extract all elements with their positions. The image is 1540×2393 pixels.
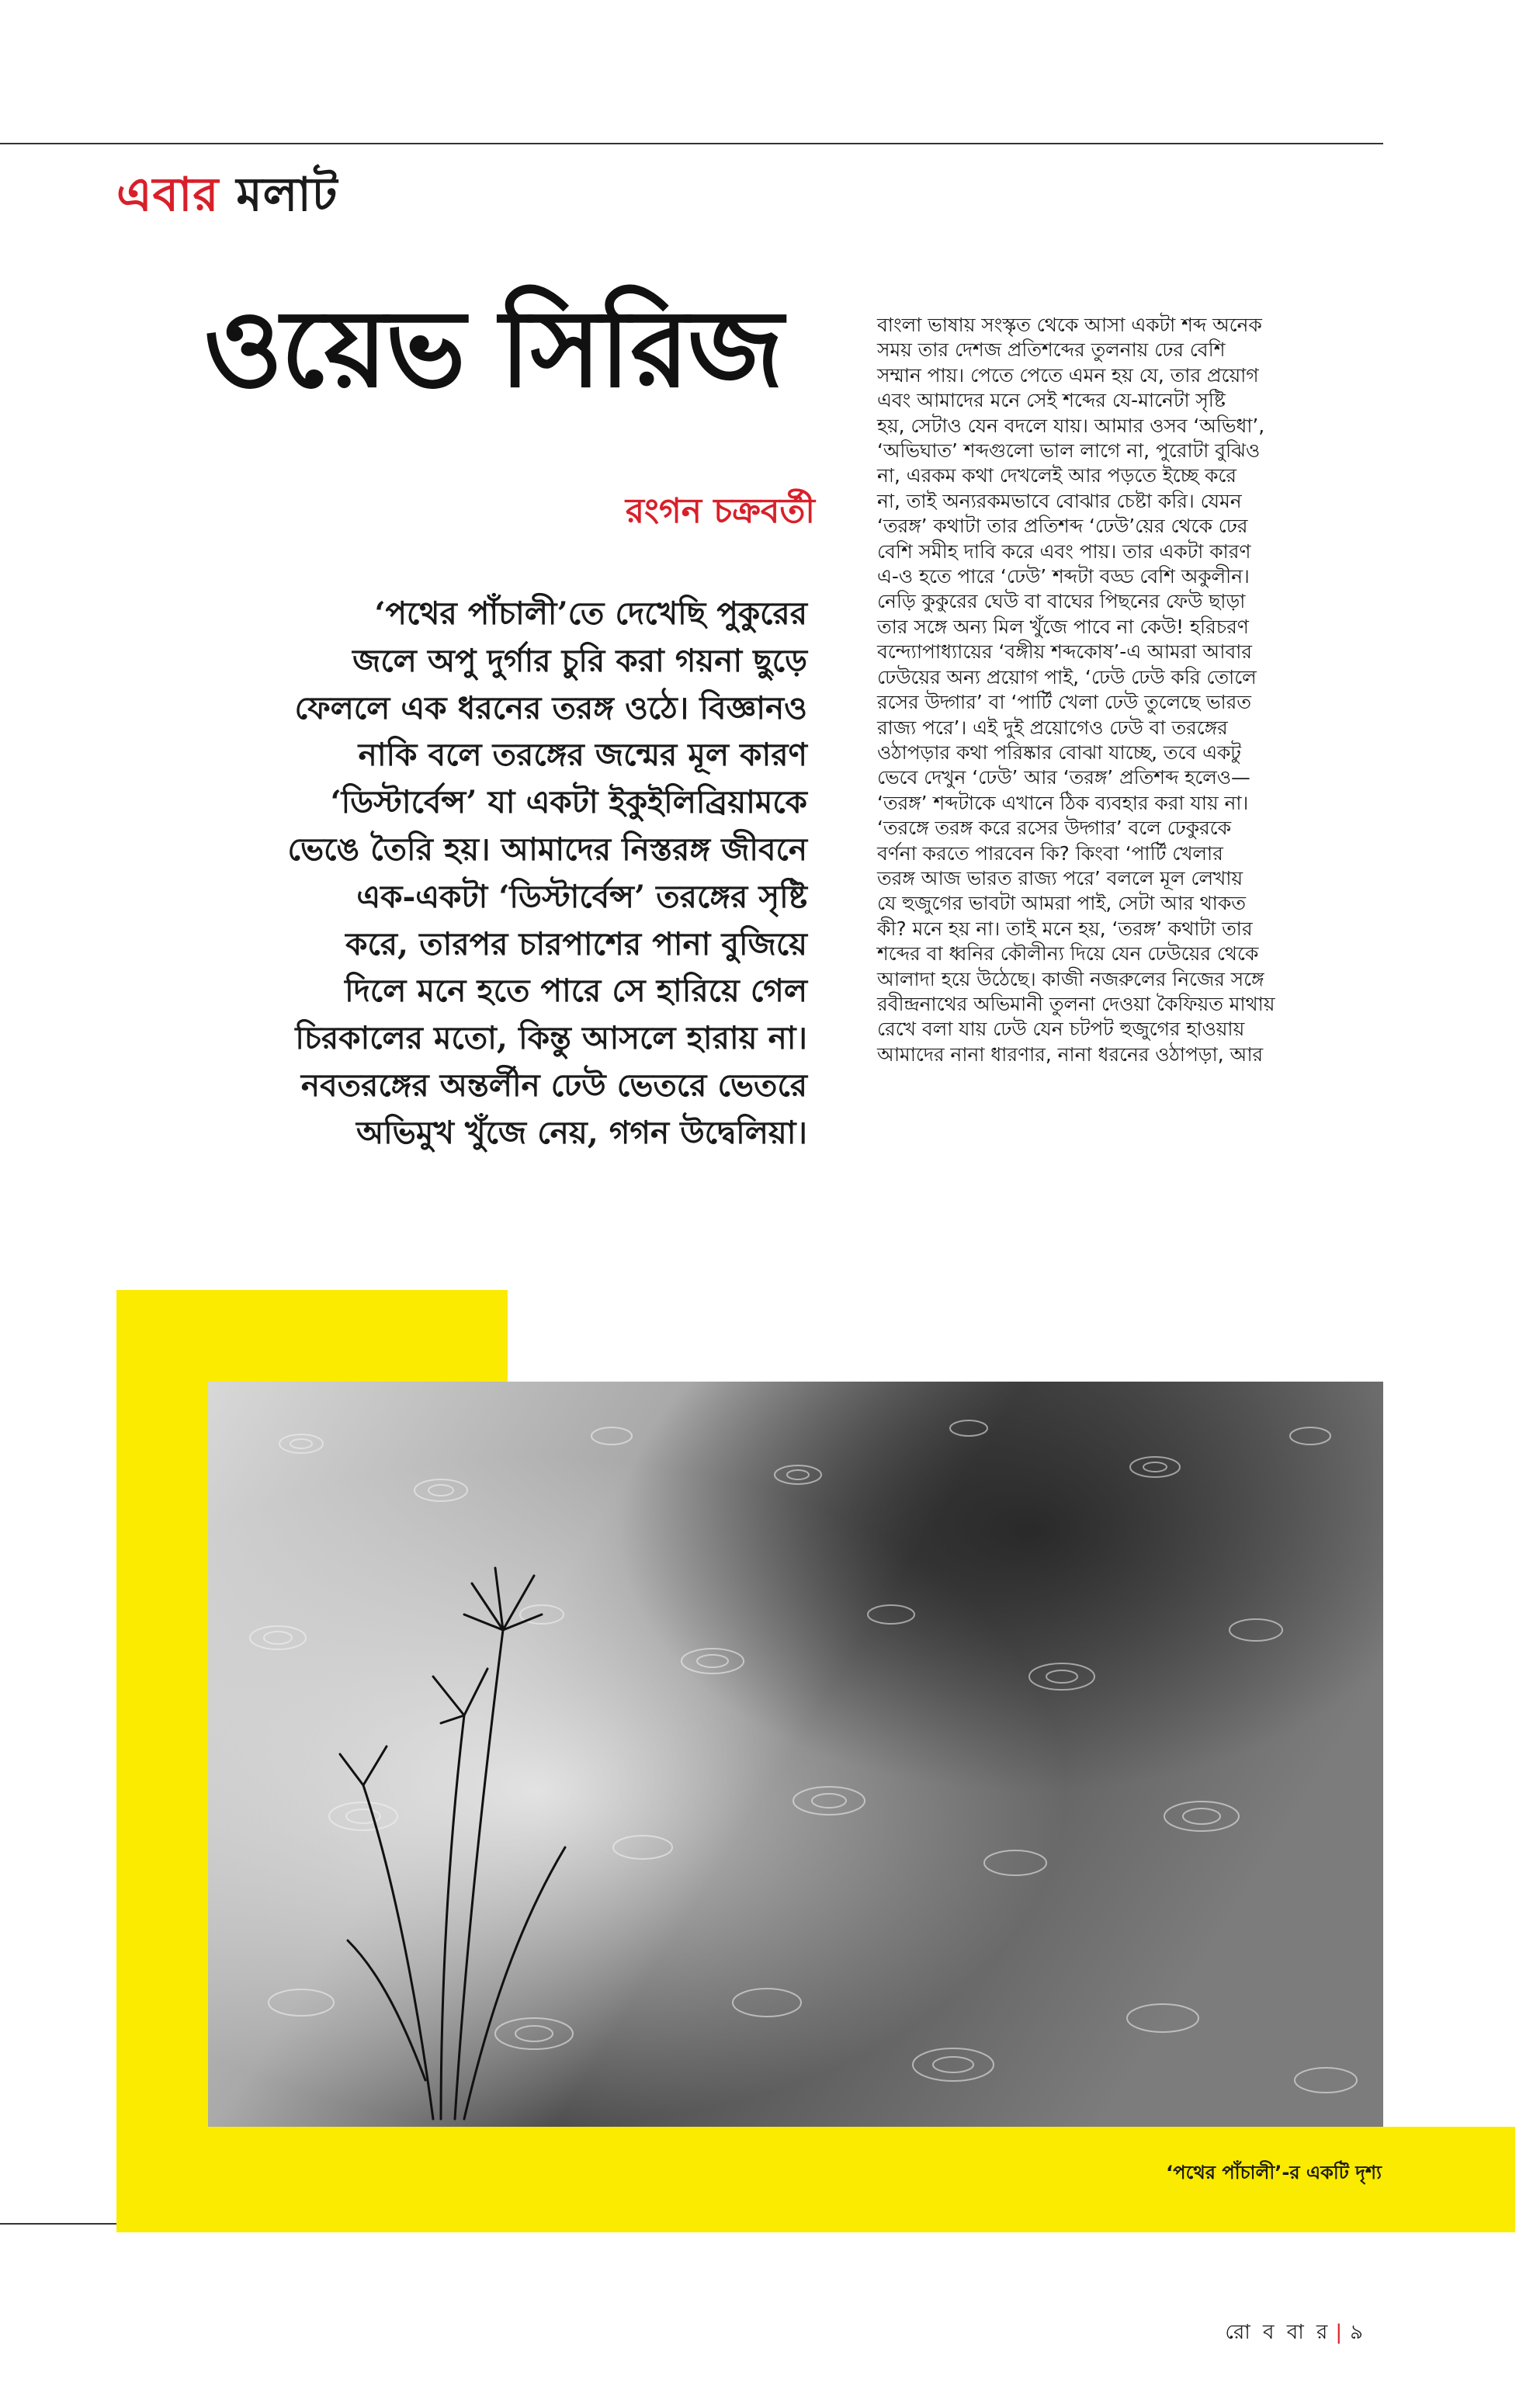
photo-caption: ‘পথের পাঁচালী’-র একটি দৃশ্য [1166,2162,1382,2183]
section-title: মলাট [236,168,338,222]
page-folio [1225,2316,1366,2350]
article-title: ওয়েভ সিরিজ [203,285,782,411]
rain-pond-photo [208,1382,1383,2127]
body-line: ওঠাপড়ার কথা পরিষ্কার বোঝা যাচ্ছে, তবে একটু [877,740,1241,764]
section-prefix: এবার [116,168,220,222]
top-rule [0,143,1383,144]
intro-line: ফেললে এক ধরনের তরঙ্গ ওঠে। বিজ্ঞানও [294,688,807,727]
magazine-name: রো ব বা র [1225,2321,1331,2344]
body-line: সম্মান পায়। পেতে পেতে এমন হয় যে, তার প্রয়োগ [877,363,1259,387]
body-line: ঢেউয়ের অন্য প্রয়োগ পাই, ‘ঢেউ ঢেউ করি তোলে [877,665,1257,688]
body-line: রবীন্দ্রনাথের অভিমানী তুলনা দেওয়া কৈফিয়ত মাথায় [877,992,1275,1015]
body-line: আমাদের নানা ধারণার, নানা ধরনের ওঠাপড়া, আর [877,1042,1264,1066]
body-line: নেড়ি কুকুরের ঘেউ বা বাঘের পিছনের ফেউ ছাড়া [877,590,1246,613]
body-line: যে হুজুগের ভাবটা আমরা পাই, সেটা আর থাকত [877,892,1246,915]
body-line: বাংলা ভাষায় সংস্কৃত থেকে আসা একটা শব্দ অনেক [877,314,1262,336]
body-line: না, তাই অন্যরকমভাবে বোঝার চেষ্টা করি। যেমন [877,489,1242,512]
body-line: বর্ণনা করতে পারবেন কি? কিংবা ‘পার্টি খেলার [877,841,1223,865]
intro-line: অভিমুখ খুঁজে নেয়, গগন উদ্বেলিয়া। [356,1113,807,1151]
intro-line: ‘পথের পাঁচালী’তে দেখেছি পুকুরের [374,595,807,632]
bottom-rule [0,2223,116,2225]
intro-line: চিরকালের মতো, কিন্তু আসলে হারায় না। [295,1019,807,1057]
body-line: তরঙ্গ আজ ভারত রাজ্য পরে’ বললে মূল লেখায় [877,866,1243,890]
body-line: এবং আমাদের মনে সেই শব্দের যে-মানেটা সৃষ্টি [877,389,1226,412]
body-line: ‘তরঙ্গে তরঙ্গ করে রসের উদ্গার’ বলে ঢেকুরকে [877,817,1231,840]
photo-illustration [208,1382,1383,2127]
body-line: বন্দ্যোপাধ্যায়ের ‘বঙ্গীয় শব্দকোষ’-এ আমরা আবার [877,640,1252,664]
intro-line: করে, তারপর চারপাশের পানা বুজিয়ে [345,924,807,962]
folio-separator: | [1335,2321,1346,2344]
intro-line: নাকি বলে তরঙ্গের জন্মের মূল কারণ [358,736,807,774]
body-line: তার সঙ্গে অন্য মিল খুঁজে পাবে না কেউ! হরিচরণ [877,615,1249,638]
body-line: রসের উদ্গার’ বা ‘পার্টি খেলা ঢেউ তুলেছে ভারত [877,691,1251,714]
page-number: ৯ [1350,2321,1366,2344]
intro-paragraph [163,590,807,1157]
body-line: রেখে বলা যায় ঢেউ যেন চটপট হুজুগের হাওয়ায় [877,1018,1245,1041]
body-line: বেশি সমীহ দাবি করে এবং পায়। তার একটা কারণ [877,539,1251,563]
body-line: হয়, সেটাও যেন বদলে যায়। আমার ওসব ‘অভিধা’, [877,414,1265,437]
intro-line: ভেঙে তৈরি হয়। আমাদের নিস্তরঙ্গ জীবনে [287,830,807,868]
body-line: কী? মনে হয় না। তাই মনে হয়, ‘তরঙ্গ’ কথাটা তার [877,917,1253,940]
intro-line: দিলে মনে হতে পারে সে হারিয়ে গেল [345,972,807,1010]
body-line: সময় তার দেশজ প্রতিশব্দের তুলনায় ঢের বেশি [877,338,1226,362]
intro-line: নবতরঙ্গের অন্তর্লীন ঢেউ ভেতরে ভেতরে [300,1066,807,1104]
intro-line: জলে অপু দুর্গার চুরি করা গয়না ছুড়ে [352,641,807,679]
intro-line: এক-একটা ‘ডিস্টার্বেন্স’ তরঙ্গের সৃষ্টি [356,877,807,915]
body-line: ভেবে দেখুন ‘ঢেউ’ আর ‘তরঙ্গ’ প্রতিশব্দ হলেও— [877,766,1250,789]
body-line: ‘তরঙ্গ’ কথাটা তার প্রতিশব্দ ‘ঢেউ’য়ের থেকে ঢের [877,515,1248,538]
body-line: রাজ্য পরে’। এই দুই প্রয়োগেও ঢেউ বা তরঙ্গের [877,716,1228,739]
section-label [116,159,338,237]
body-line: ‘অভিঘাত’ শব্দগুলো ভাল লাগে না, পুরোটা বুঝিও [877,439,1261,463]
body-line: আলাদা হয়ে উঠেছে। কাজী নজরুলের নিজের সঙ্গে [877,967,1264,990]
body-line: ‘তরঙ্গ’ শব্দটাকে এখানে ঠিক ব্যবহার করা যায় না। [877,791,1249,814]
intro-line: ‘ডিস্টার্বেন্স’ যা একটা ইকুইলিব্রিয়ামকে [330,783,807,821]
yellow-frame-top [116,1290,508,1383]
body-line: এ-ও হতে পারে ‘ঢেউ’ শব্দটা বড্ড বেশি অকুলীন। [877,565,1250,588]
body-line: না, এরকম কথা দেখলেই আর পড়তে ইচ্ছে করে [877,464,1237,487]
author-byline: রংগন চক্রবর্তী [625,491,815,531]
body-line: শব্দের বা ধ্বনির কৌলীন্য দিয়ে যেন ঢেউয়ের থেকে [877,942,1259,966]
yellow-frame-left [116,1382,208,2232]
body-column [877,313,1389,1067]
